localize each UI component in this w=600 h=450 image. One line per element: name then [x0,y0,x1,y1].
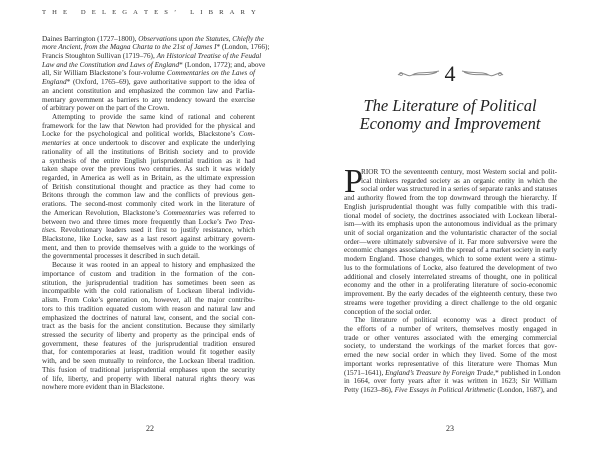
text-line [42,60,266,70]
text-run: English jurisprudential thought was fully compatible with this tradi- [344,202,557,211]
text-line [42,348,255,357]
italic-title: Law and the Constitution and Laws of England [42,60,180,69]
text-line [344,185,557,194]
running-head-letter: Y [250,9,256,16]
text-run: Britons through the common law and the conflicts of previous gen- [42,191,255,200]
text-line [344,212,557,221]
running-head-letter: E [112,9,117,16]
text-run: framework for the law that Newton had provided for the physical and [42,121,255,130]
text-run: Because it was rooted in an appeal to history and emphasized the [52,261,255,270]
text-run: (1571–1641), [344,368,386,377]
italic-title: England’s Treasure by Foreign Trade, [385,368,496,377]
text-run: mentary government as barriers to any tendency toward the exercise [42,95,255,104]
italic-title: more Ancient, from the Magna Charta to the 21st of James I [42,43,217,52]
text-line [42,235,255,244]
text-run: of British constitutional thought and practice as they had come to [42,182,255,191]
text-line [42,218,255,227]
right-page [300,0,600,450]
text-run: RIOR TO the seventeenth century, most Western social and polit- [361,168,557,176]
italic-title: An Historical Treatise of the Feudal [156,51,262,60]
text-line [344,325,557,334]
chapter-title-line: Economy and Improvement [359,114,541,133]
text-line [344,316,557,325]
text-run: unit of social organization and the voluntaristic character of the social [344,229,557,238]
text-line [42,51,262,61]
text-run: tors to this tradition equated custom with reason and natural law and [42,304,255,313]
text-line [344,194,557,203]
text-run: stressed the security of liberty and property as the principal ends of [42,330,255,339]
running-head-letter: H [52,9,57,16]
text-run: * (London, 1766); [216,43,270,52]
text-line [344,386,557,395]
text-run: at once undertook to discover and explicate the underlying [70,139,255,148]
text-run: the efforts of a number of writers, themselves mostly engaged in [344,324,557,333]
running-head-letter: R [240,9,245,16]
running-head-letter: L [101,9,106,16]
text-line [42,43,270,52]
running-head [42,9,256,16]
text-run: government, these features of the jurisprudential tradition ensured [42,339,255,348]
text-line [344,273,557,282]
text-run: lus to the formulations of Locke, also featured the development of two [344,263,557,272]
text-line [344,377,557,386]
text-line [42,69,255,78]
text-run: trade or other ventures associated with the emerging commercial [344,333,557,342]
text-line [344,368,561,378]
text-line [42,122,255,131]
italic-title: Five Essays in Political Arithmetic [394,385,496,394]
text-line [42,322,255,331]
text-run: incompatible with the cold rationalism of Lockean liberal individu- [42,287,255,296]
running-head-letter [73,9,75,16]
text-line [344,220,557,229]
text-line [42,375,255,384]
text-line [344,360,557,369]
text-line [42,209,255,218]
text-line [344,299,557,308]
text-line [42,244,255,253]
text-line [344,177,557,186]
running-head-letter: E [91,9,96,16]
text-run: improvement. By the early decades of the eighteenth century, these two [344,290,557,299]
running-head-letter: G [122,9,127,16]
text-line [344,246,557,255]
italic-title: mentaries [42,139,71,148]
text-run: social order was structured in a series of separate ranks and statuses [361,185,558,194]
text-line [42,96,255,105]
text-line [42,191,255,200]
text-line [42,34,264,44]
text-run: between two and three times more frequently than Locke’s [42,217,225,226]
italic-title: Two Trea- [224,217,255,226]
text-line [42,78,255,87]
text-run: nowhere more evident than in Blackstone. [42,383,165,392]
text-run: . Revolutionary leaders used it first to justify resistance, which [54,226,255,235]
text-line [344,351,557,360]
text-line [344,334,557,343]
running-head-letter: E [154,9,159,16]
chapter-heading [300,62,600,86]
text-line [344,238,557,247]
text-run: The literature of political economy was a direct product of [354,316,557,325]
text-run: an ancient constitution and emphasized the common law and Parlia- [42,86,255,95]
text-run: economy and the other in a proliferating literature of socio-economic [344,281,557,290]
text-line [42,148,255,157]
right-flourish-ornament-icon [460,68,504,80]
running-head-letter: T [42,9,47,16]
italic-title: Commentaries [163,208,206,217]
text-run: importance of custom and tradition in the formation of the con- [42,269,255,278]
text-line [42,113,255,122]
text-run: additional and closely interrelated streams of thought, one in political [344,272,557,281]
text-run: a synthesis of the entire English jurisprudential tradition as it had [42,156,255,165]
text-line [344,229,557,238]
text-line [344,281,557,290]
text-run: economic changes associated with the spread of a market society in early [344,246,557,255]
page-number: 23 [446,424,454,433]
text-run: tract as the basis for the ancient constitution. Because they similarly [42,322,255,331]
chapter-title [300,97,600,133]
running-head-letter: I [200,9,203,16]
text-run: of life, liberty, and property with liberal natural rights theory was [42,374,255,383]
text-run: Francis Stoughton Sullivan (1719–76), [42,51,157,60]
text-line [42,165,255,174]
drop-cap: P [344,163,363,200]
text-run: tional model of society, the doctrines associated with Lockean liberal- [344,211,557,220]
text-line [42,340,255,349]
text-line [42,383,255,392]
italic-title: England [42,78,67,87]
text-run: society, to understand the workings of the market forces that gov- [344,342,557,351]
italic-title: Observations upon the Statutes, Chiefly the [138,34,264,43]
text-run: emphasized the doctrines of natural law, consent, and the social con- [42,313,255,322]
text-run: was referred to [205,208,255,217]
text-run: that, for contemporaries at least, tradition would fit together easily [42,348,255,357]
italic-title: Com- [238,130,255,139]
text-line [42,104,255,113]
text-run: the American Revolution, Blackstone’s [42,208,164,217]
running-head-letter: L [190,9,195,16]
text-line [42,279,255,288]
text-run: Locke for the psychological and political worlds, Blackstone’s [42,130,239,139]
text-line [42,183,255,192]
text-line [344,264,557,273]
running-head-letter: B [208,9,213,16]
text-line [42,296,255,305]
text-run: all, Sir William Blackstone’s four-volume [42,69,167,78]
text-run: Petty (1623–86), [344,385,395,394]
text-run: erned the new social order in which they lived. Some of the most [344,351,557,360]
running-head-letter [182,9,184,16]
text-run: of arbitrary power on the part of the Crown. [42,104,170,113]
text-run: modern England. Those changes, which to some extent were a stimu- [344,255,557,264]
text-run: streams were together providing a direct challenge to the old organic [344,298,557,307]
text-run: * published in London [495,368,561,377]
text-run: with, and be seen mutually to reinforce, the Lockean liberal tradition. [42,357,255,366]
text-run: conception of the social order. [344,307,432,316]
running-head-letter: A [229,9,235,16]
chapter-title-line: The Literature of Political [363,96,537,115]
text-run: ment, and then to provide themselves with a guide to the workings of [42,243,255,252]
running-head-letter: T [143,9,148,16]
text-line [344,255,557,264]
text-run: regarded, in America as well as in Britain, as the ultimate expression [42,174,255,182]
text-run: rationality of all the institutions of British society and to provide [42,147,255,156]
running-head-letter: D [80,9,86,16]
text-line [42,87,255,96]
text-line [42,331,255,340]
text-run: * (Oxford, 1765–69), gave authoritative support to the idea of [66,78,255,87]
text-line [42,270,255,279]
right-page-body [344,163,561,395]
text-run: ism—with its emphasis upon the autonomous individual as the primary [344,220,557,229]
left-page-body [42,34,270,392]
running-head-letter: S [164,9,168,16]
text-line [344,203,557,212]
page-number: 22 [146,424,154,433]
left-flourish-ornament-icon [397,68,441,80]
text-line [42,157,255,166]
text-line [42,130,255,139]
text-line [42,314,255,323]
text-run: order—were ultimately subversive of it. Far more subversive were the [344,237,557,246]
text-run: Blackstone, like Locke, saw as a last resort against arbitrary govern- [42,235,255,244]
italic-title: Commentaries on the Laws of [166,69,256,78]
text-run: Attempting to provide the same kind of rational and coherent [52,112,255,121]
text-run: erations. The second-most commonly cited work in the literature of [42,200,255,209]
text-run: alism. From Coke’s generation on, however, all the major contribu- [42,296,255,305]
text-run: and authority flowed from the top downward through the hierarchy. If [344,194,557,203]
text-run: Daines Barrington (1727–1800), [42,34,139,43]
text-run: ical thinkers regarded society as an organic entity in which the [361,176,557,185]
text-line [344,308,557,317]
text-line [42,139,255,148]
running-head-letter: R [219,9,224,16]
text-run: taken shape over the previous two centuries. As such it was widely [42,165,255,174]
text-line [344,168,557,177]
running-head-letter: ’ [174,9,177,16]
running-head-letter: A [133,9,138,16]
text-line [42,305,255,314]
text-run: * (London, 1772); and, above [179,60,266,69]
text-line [344,342,557,351]
text-line [42,200,255,209]
text-run: This fusion of traditional jurisprudential emphases upon the security [42,365,255,374]
text-run: in 1664, over forty years after it was written in 1623; Sir William [344,377,557,386]
text-line [344,290,557,299]
italic-title: tises [42,226,55,235]
text-line [42,252,255,261]
chapter-number: 4 [444,61,456,86]
running-head-letter: E [63,9,68,16]
text-run: (London, 1687), and [495,385,557,394]
text-line [42,357,255,366]
text-line [42,287,255,296]
text-run: important works representative of this literature were Thomas Mun [344,359,557,368]
text-run: the governmental processes it described in such detail. [42,252,200,261]
text-line [42,261,255,270]
text-line [42,174,255,183]
text-line [42,366,255,375]
text-line [42,226,255,235]
text-run: stitution, the jurisprudential tradition has sometimes been seen as [42,278,255,287]
